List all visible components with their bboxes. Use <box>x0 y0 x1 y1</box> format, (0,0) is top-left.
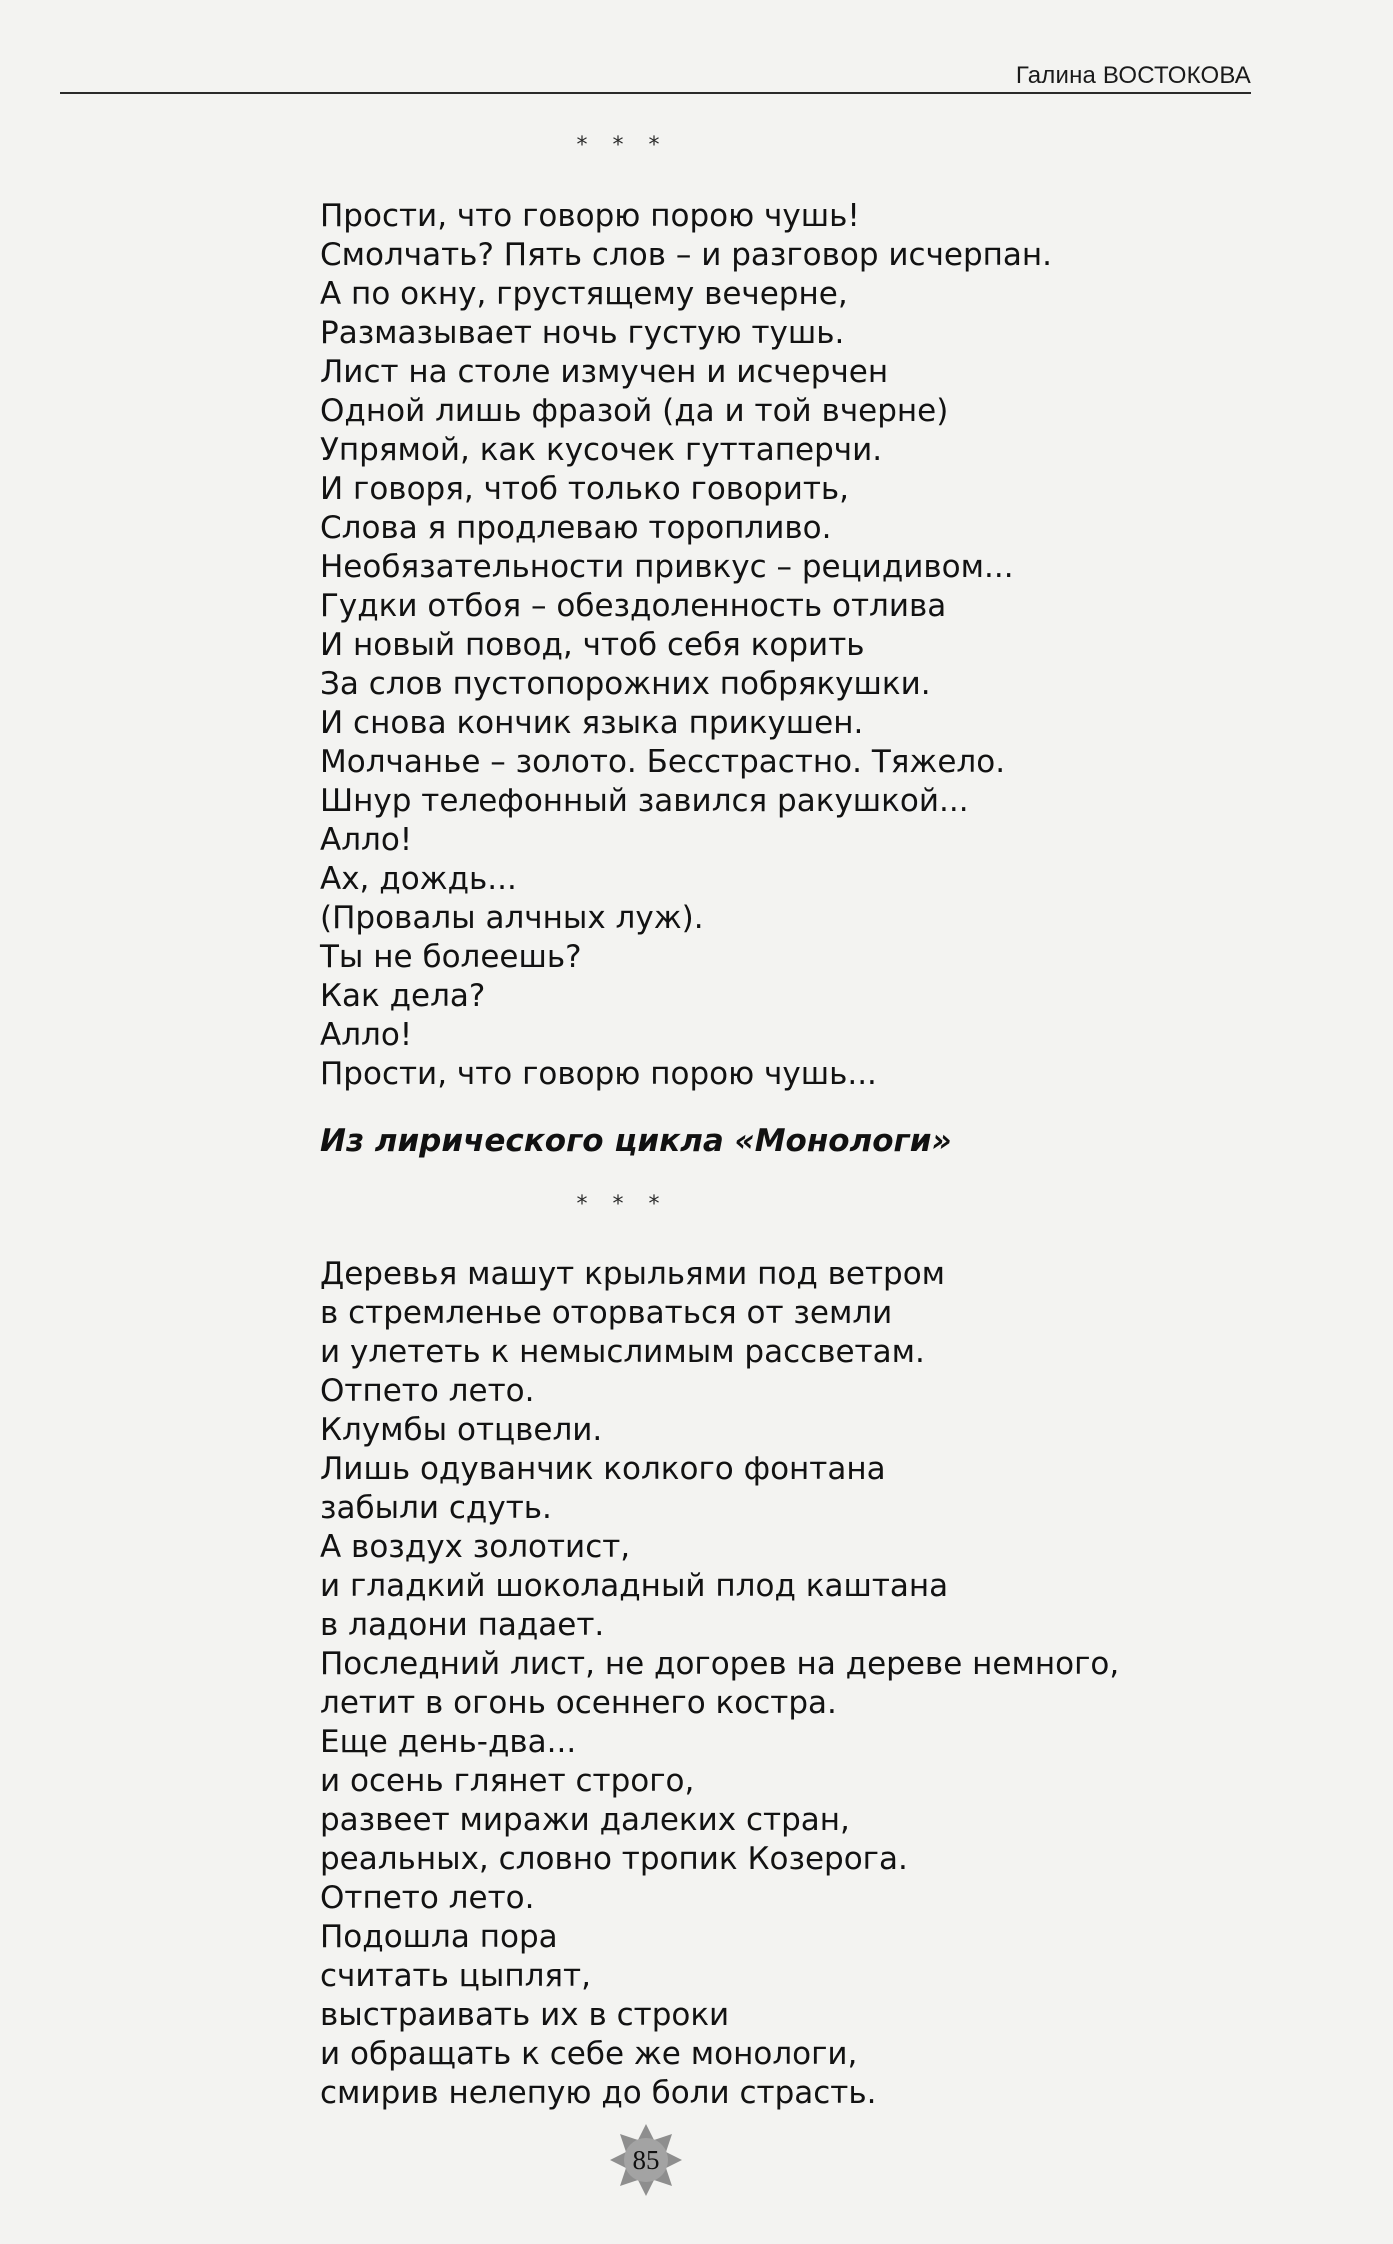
poem-line: Клумбы отцвели. <box>320 1412 603 1448</box>
poem-line: Деревья машут крыльями под ветром <box>320 1256 946 1292</box>
cycle-title: Из лирического цикла «Монологи» <box>320 1123 952 1159</box>
poem-line: Упрямой, как кусочек гуттаперчи. <box>320 432 883 468</box>
poem-line: в ладони падает. <box>320 1607 605 1643</box>
poem-line: и гладкий шоколадный плод каштана <box>320 1568 949 1604</box>
poem-line: Молчанье – золото. Бесстрастно. Тяжело. <box>320 744 1006 780</box>
poem-line: Размазывает ночь густую тушь. <box>320 315 845 351</box>
poem-line: (Провалы алчных луж). <box>320 900 704 936</box>
poem-line: Ах, дождь... <box>320 861 517 897</box>
poem-line: и осень глянет строго, <box>320 1763 695 1799</box>
poem-line: Ты не болеешь? <box>320 939 582 975</box>
poem-line: А воздух золотист, <box>320 1529 631 1565</box>
poem-line: Необязательности привкус – рецидивом... <box>320 549 1014 585</box>
poem-line: Смолчать? Пять слов – и разговор исчерпан. <box>320 237 1053 273</box>
poem-separator: * * * <box>576 133 669 158</box>
poem-line: Лист на столе измучен и исчерчен <box>320 354 889 390</box>
poem-line: смирив нелепую до боли страсть. <box>320 2075 877 2111</box>
poem-line: забыли сдуть. <box>320 1490 552 1526</box>
poem-line: Как дела? <box>320 978 486 1014</box>
poem-1 <box>320 197 1220 1094</box>
poem-line: Последний лист, не догорев на дереве немного, <box>320 1646 1120 1682</box>
poem-line: Лишь одуванчик колкого фонтана <box>320 1451 886 1487</box>
bleed-through <box>160 330 175 399</box>
poem-line: Подошла пора <box>320 1919 558 1955</box>
header-rule <box>60 92 1251 94</box>
poem-line: Еще день-два... <box>320 1724 577 1760</box>
page-number: 85 <box>632 2145 660 2175</box>
poem-separator: * * * <box>576 1192 669 1217</box>
poem-line: летит в огонь осеннего костра. <box>320 1685 837 1721</box>
page-number-badge <box>608 2122 684 2198</box>
poem-line: и обращать к себе же монологи, <box>320 2036 858 2072</box>
poem-line: Слова я продлеваю торопливо. <box>320 510 832 546</box>
running-header-author: Галина ВОСТОКОВА <box>1015 62 1251 89</box>
poem-line: И новый повод, чтоб себя корить <box>320 627 865 663</box>
poem-line: в стремленье оторваться от земли <box>320 1295 893 1331</box>
poem-line: И говоря, чтоб только говорить, <box>320 471 850 507</box>
poem-line: Одной лишь фразой (да и той вчерне) <box>320 393 949 429</box>
poem-line: Шнур телефонный завился ракушкой... <box>320 783 969 819</box>
poem-line: Гудки отбоя – обездоленность отлива <box>320 588 947 624</box>
poem-line: выстраивать их в строки <box>320 1997 730 2033</box>
poem-line: развеет миражи далеких стран, <box>320 1802 850 1838</box>
poem-line: Прости, что говорю порою чушь... <box>320 1056 877 1092</box>
poem-line: И снова кончик языка прикушен. <box>320 705 864 741</box>
poem-line: Отпето лето. <box>320 1373 535 1409</box>
poem-line: Алло! <box>320 1017 413 1053</box>
poem-line: За слов пустопорожних побрякушки. <box>320 666 931 702</box>
poem-line: и улететь к немыслимым рассветам. <box>320 1334 925 1370</box>
poem-line: Алло! <box>320 822 413 858</box>
poem-line: реальных, словно тропик Козерога. <box>320 1841 908 1877</box>
poem-line: Прости, что говорю порою чушь! <box>320 198 860 234</box>
poem-line: Отпето лето. <box>320 1880 535 1916</box>
poem-line: А по окну, грустящему вечерне, <box>320 276 848 312</box>
poem-2 <box>320 1255 1220 2113</box>
poem-line: считать цыплят, <box>320 1958 591 1994</box>
